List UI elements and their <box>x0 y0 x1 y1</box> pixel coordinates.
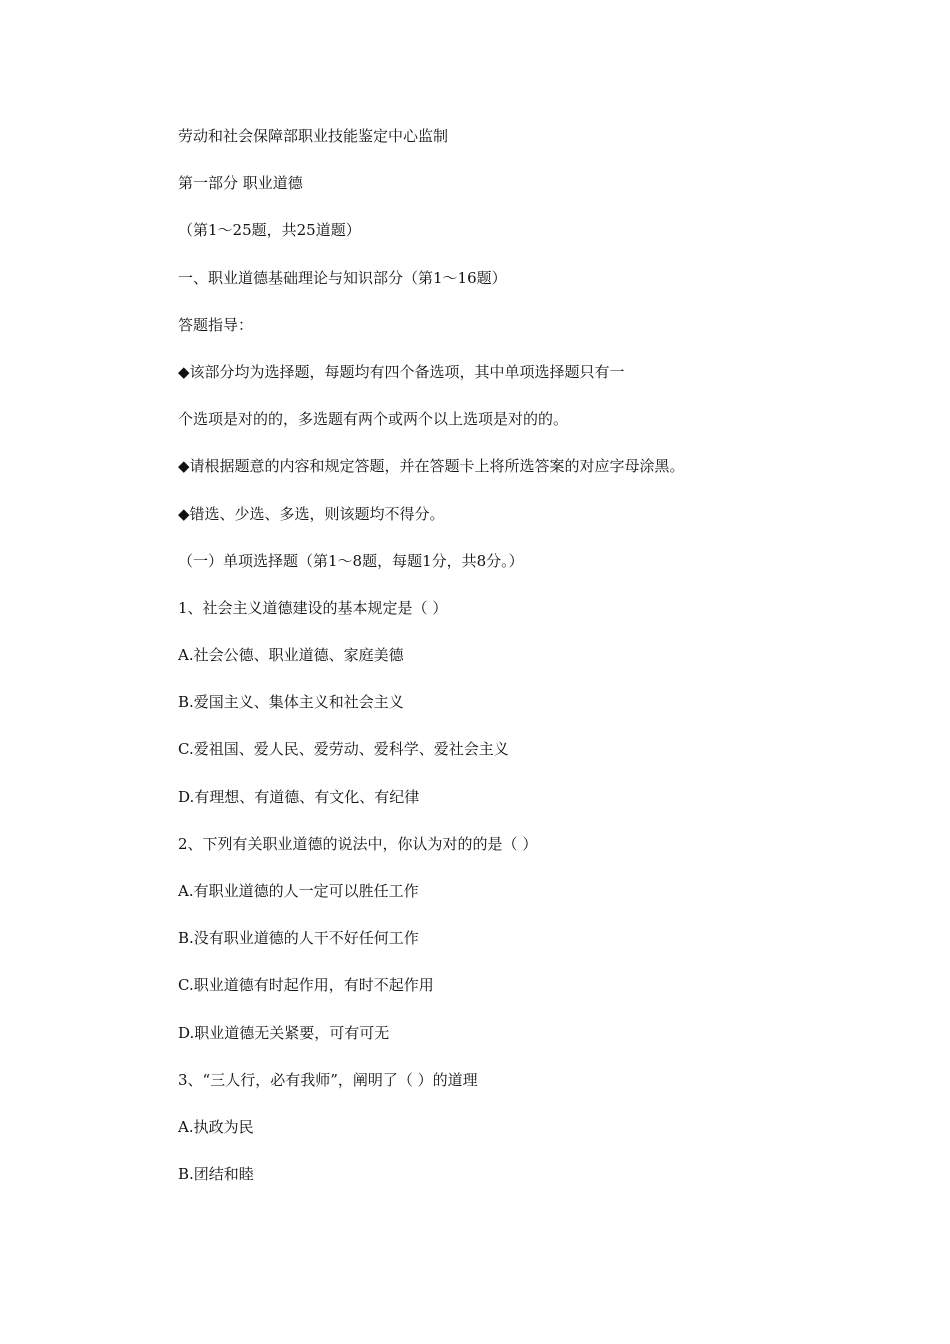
section-title: 一、职业道德基础理论与知识部分（第1～16题） <box>178 268 507 287</box>
question-3-option-b: B.团结和睦 <box>178 1165 254 1184</box>
instruction-item: ◆该部分均为选择题，每题均有四个备选项，其中单项选择题只有一 <box>178 362 625 381</box>
question-2-option-a: A.有职业道德的人一定可以胜任工作 <box>178 882 419 900</box>
question-2-option-c: C.职业道德有时起作用，有时不起作用 <box>178 976 434 995</box>
question-1-option-b: B.爱国主义、集体主义和社会主义 <box>178 693 404 712</box>
instruction-item: ◆请根据题意的内容和规定答题，并在答题卡上将所选答案的对应字母涂黑。 <box>178 457 685 476</box>
question-3-option-a: A.执政为民 <box>178 1117 254 1136</box>
supervisor-line: 劳动和社会保障部职业技能鉴定中心监制 <box>178 127 449 145</box>
question-2-option-d: D.职业道德无关紧要，可有可无 <box>178 1023 390 1042</box>
instructions-heading: 答题指导： <box>178 315 254 334</box>
question-2: 2、下列有关职业道德的说法中，你认为对的的是（ ） <box>178 834 538 853</box>
instruction-item-continued: 个选项是对的的，多选题有两个或两个以上选项是对的的。 <box>178 410 569 429</box>
subsection-title: （一）单项选择题（第1～8题，每题1分，共8分。） <box>178 551 524 570</box>
question-2-option-b: B.没有职业道德的人干不好任何工作 <box>178 929 419 948</box>
part-title: 第一部分 职业道德 <box>178 174 303 193</box>
document-body <box>178 124 878 1209</box>
question-1-option-c: C.爱祖国、爱人民、爱劳动、爱科学、爱社会主义 <box>178 740 509 759</box>
question-1-option-d: D.有理想、有道德、有文化、有纪律 <box>178 787 420 806</box>
question-1: 1、社会主义道德建设的基本规定是（ ） <box>178 598 448 617</box>
instruction-item: ◆错选、少选、多选，则该题均不得分。 <box>178 504 445 523</box>
part-range: （第1～25题，共25道题） <box>178 221 361 240</box>
question-1-option-a: A.社会公德、职业道德、家庭美德 <box>178 646 404 665</box>
question-3: 3、“三人行，必有我师”，阐明了（ ）的道理 <box>178 1070 478 1089</box>
